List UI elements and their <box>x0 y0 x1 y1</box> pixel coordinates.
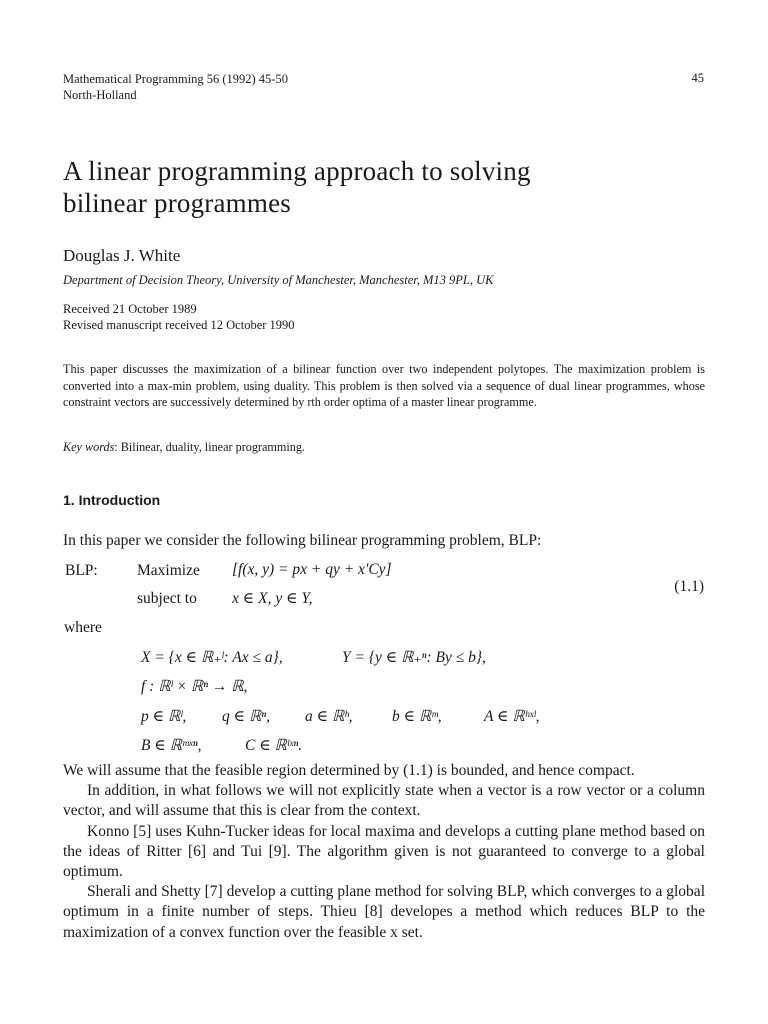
paragraph-2: In addition, in what follows we will not explicitly state when a vector is a row vector or a column vector, and will assume that this is clear from the context. <box>63 782 705 820</box>
Y-definition: Y = {y ∈ ℝ₊ⁿ: By ≤ b}, <box>342 649 486 666</box>
B-domain: B ∈ ℝᵐˣⁿ, <box>141 737 202 754</box>
body-text <box>63 761 705 943</box>
where-label: where <box>64 619 102 636</box>
received-date: Received 21 October 1989 <box>63 302 197 316</box>
keywords-label: Key words <box>63 440 115 454</box>
journal-citation: Mathematical Programming 56 (1992) 45-50 <box>63 72 288 86</box>
equation-number: (1.1) <box>674 578 704 595</box>
p-domain: p ∈ ℝˡ, <box>141 708 187 725</box>
section-heading: 1. Introduction <box>63 492 161 508</box>
keywords <box>63 440 305 455</box>
abstract: This paper discusses the maximization of a bilinear function over two independent polytopes. The maximization problem is converted into a max-min problem, using duality. This problem is then solved via a sequence of dual linear programmes, whose constraint vectors are successively determined by rth order optima of a master linear programme. <box>63 362 705 409</box>
C-domain: C ∈ ℝˡˣⁿ. <box>245 737 303 754</box>
maximize-label: Maximize <box>137 562 200 579</box>
intro-sentence: In this paper we consider the following bilinear programming problem, BLP: <box>63 532 542 549</box>
page-number: 45 <box>691 71 704 85</box>
a-domain: a ∈ ℝʰ, <box>305 708 353 725</box>
keywords-text: : Bilinear, duality, linear programming. <box>114 440 305 454</box>
title-line-1: A linear programming approach to solving <box>63 156 531 186</box>
b-domain: b ∈ ℝᵐ, <box>392 708 442 725</box>
f-definition: f : ℝˡ × ℝⁿ → ℝ, <box>141 678 248 695</box>
A-domain: A ∈ ℝʰˣˡ, <box>484 708 540 725</box>
paper-title <box>63 155 531 219</box>
objective-expression: [f(x, y) = px + qy + x′Cy] <box>232 561 392 578</box>
paragraph-3: Konno [5] uses Kuhn-Tucker ideas for local maxima and develops a cutting plane method based on the ideas of Ritter [6] and Tui [9]. The algorithm given is not guaranteed to converge to a global optimum. <box>63 822 705 881</box>
title-line-2: bilinear programmes <box>63 188 291 218</box>
q-domain: q ∈ ℝⁿ, <box>222 708 271 725</box>
paragraph-1: We will assume that the feasible region determined by (1.1) is bounded, and hence compact. <box>63 762 635 779</box>
blp-label: BLP: <box>65 562 98 579</box>
subject-to-label: subject to <box>137 590 197 607</box>
paragraph-4: Sherali and Shetty [7] develop a cutting plane method for solving BLP, which converges to a global optimum in a finite number of steps. Thieu [8] developes a method which reduces BLP to the maximization of a convex function over the feasible x set. <box>63 883 705 941</box>
author-affiliation: Department of Decision Theory, University of Manchester, Manchester, M13 9PL, UK <box>63 273 494 287</box>
journal-info <box>63 71 288 103</box>
publisher: North-Holland <box>63 88 137 102</box>
author-name: Douglas J. White <box>63 246 181 265</box>
submission-dates <box>63 301 295 333</box>
X-definition: X = {x ∈ ℝ₊ˡ: Ax ≤ a}, <box>141 649 283 666</box>
revised-date: Revised manuscript received 12 October 1990 <box>63 318 295 332</box>
constraint-expression: x ∈ X, y ∈ Y, <box>232 590 313 607</box>
